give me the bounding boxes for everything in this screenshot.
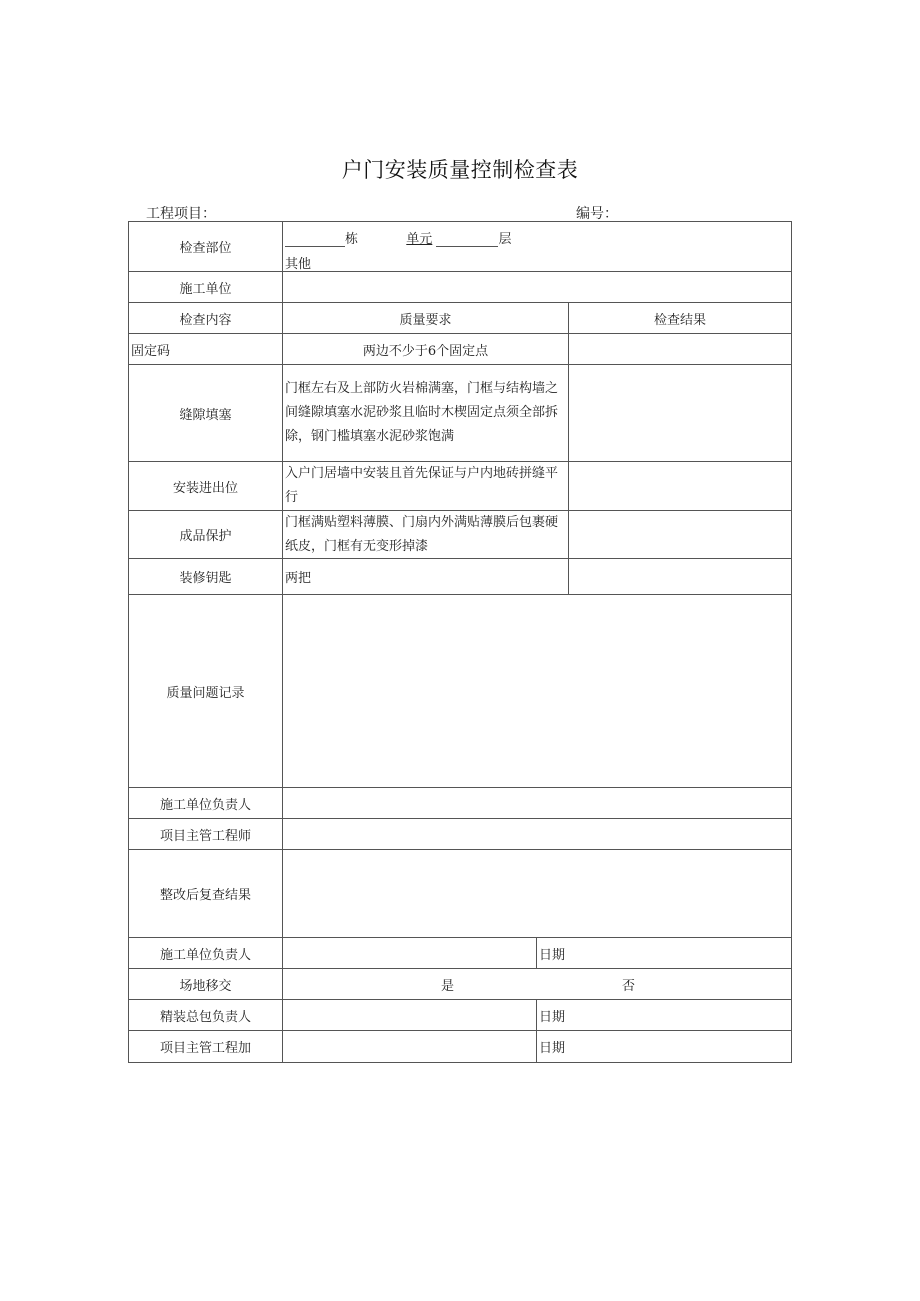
page-title: 户门安装质量控制检查表: [341, 158, 579, 182]
item-result[interactable]: [568, 510, 792, 559]
floor-blank[interactable]: [436, 232, 498, 247]
project-engineer-plus-label: 项目主管工程加: [128, 1030, 283, 1063]
item-requirement: 两把: [282, 558, 569, 595]
item-name: 成品保护: [128, 510, 283, 559]
other-label: 其他: [285, 257, 312, 272]
other-blank[interactable]: [315, 257, 503, 272]
item-name: 缝隙填塞: [128, 364, 283, 462]
contractor-label: 施工单位: [128, 271, 283, 303]
item-requirement: 门框满贴塑料薄膜、门扇内外满贴薄膜后包裹硬纸皮，门框有无变形掉漆: [282, 510, 569, 559]
project-engineer-label: 项目主管工程师: [128, 818, 283, 850]
location-label: 检查部位: [128, 221, 283, 272]
location-field[interactable]: 栋 单元 层 其他: [282, 221, 792, 272]
contractor-field[interactable]: [282, 271, 792, 303]
date-field[interactable]: 日期: [536, 937, 792, 969]
contractor-head-2-field[interactable]: [282, 937, 537, 969]
fitout-head-label: 精装总包负责人: [128, 999, 283, 1031]
col-result-header: 检查结果: [568, 302, 792, 334]
col-content-header: 检查内容: [128, 302, 283, 334]
handover-label: 场地移交: [128, 968, 283, 1000]
project-engineer-plus-field[interactable]: [282, 1030, 537, 1063]
contractor-head-field[interactable]: [282, 787, 792, 819]
item-requirement: 门框左右及上部防火岩棉满塞，门框与结构墙之间缝隙填塞水泥砂浆且临时木楔固定点须全部拆除，钢门槛填塞水泥砂浆饱满: [282, 364, 569, 462]
item-name: 固定码: [128, 333, 283, 365]
project-engineer-field[interactable]: [282, 818, 792, 850]
item-name: 装修钥匙: [128, 558, 283, 595]
col-requirement-header: 质量要求: [282, 302, 569, 334]
item-result[interactable]: [568, 461, 792, 511]
building-blank[interactable]: [285, 232, 345, 247]
handover-no[interactable]: 否: [622, 979, 636, 994]
item-requirement: 两边不少于6个固定点: [282, 333, 569, 365]
date-field[interactable]: 日期: [536, 1030, 792, 1063]
recheck-field[interactable]: [282, 849, 792, 938]
contractor-head-label: 施工单位负责人: [128, 787, 283, 819]
handover-yes[interactable]: 是: [441, 979, 455, 994]
item-requirement: 入户门居墙中安装且首先保证与户内地砖拼缝平行: [282, 461, 569, 511]
date-field[interactable]: 日期: [536, 999, 792, 1031]
item-result[interactable]: [568, 364, 792, 462]
item-result[interactable]: [568, 558, 792, 595]
item-result[interactable]: [568, 333, 792, 365]
fitout-head-field[interactable]: [282, 999, 537, 1031]
recheck-label: 整改后复查结果: [128, 849, 283, 938]
number-label: 编号：: [576, 206, 618, 222]
handover-field: [282, 968, 792, 1000]
item-name: 安装进出位: [128, 461, 283, 511]
unit-label: 单元: [406, 232, 433, 247]
contractor-head-2-label: 施工单位负责人: [128, 937, 283, 969]
quality-issues-field[interactable]: [282, 594, 792, 788]
project-label: 工程项目：: [146, 206, 216, 222]
quality-issues-label: 质量问题记录: [128, 594, 283, 788]
